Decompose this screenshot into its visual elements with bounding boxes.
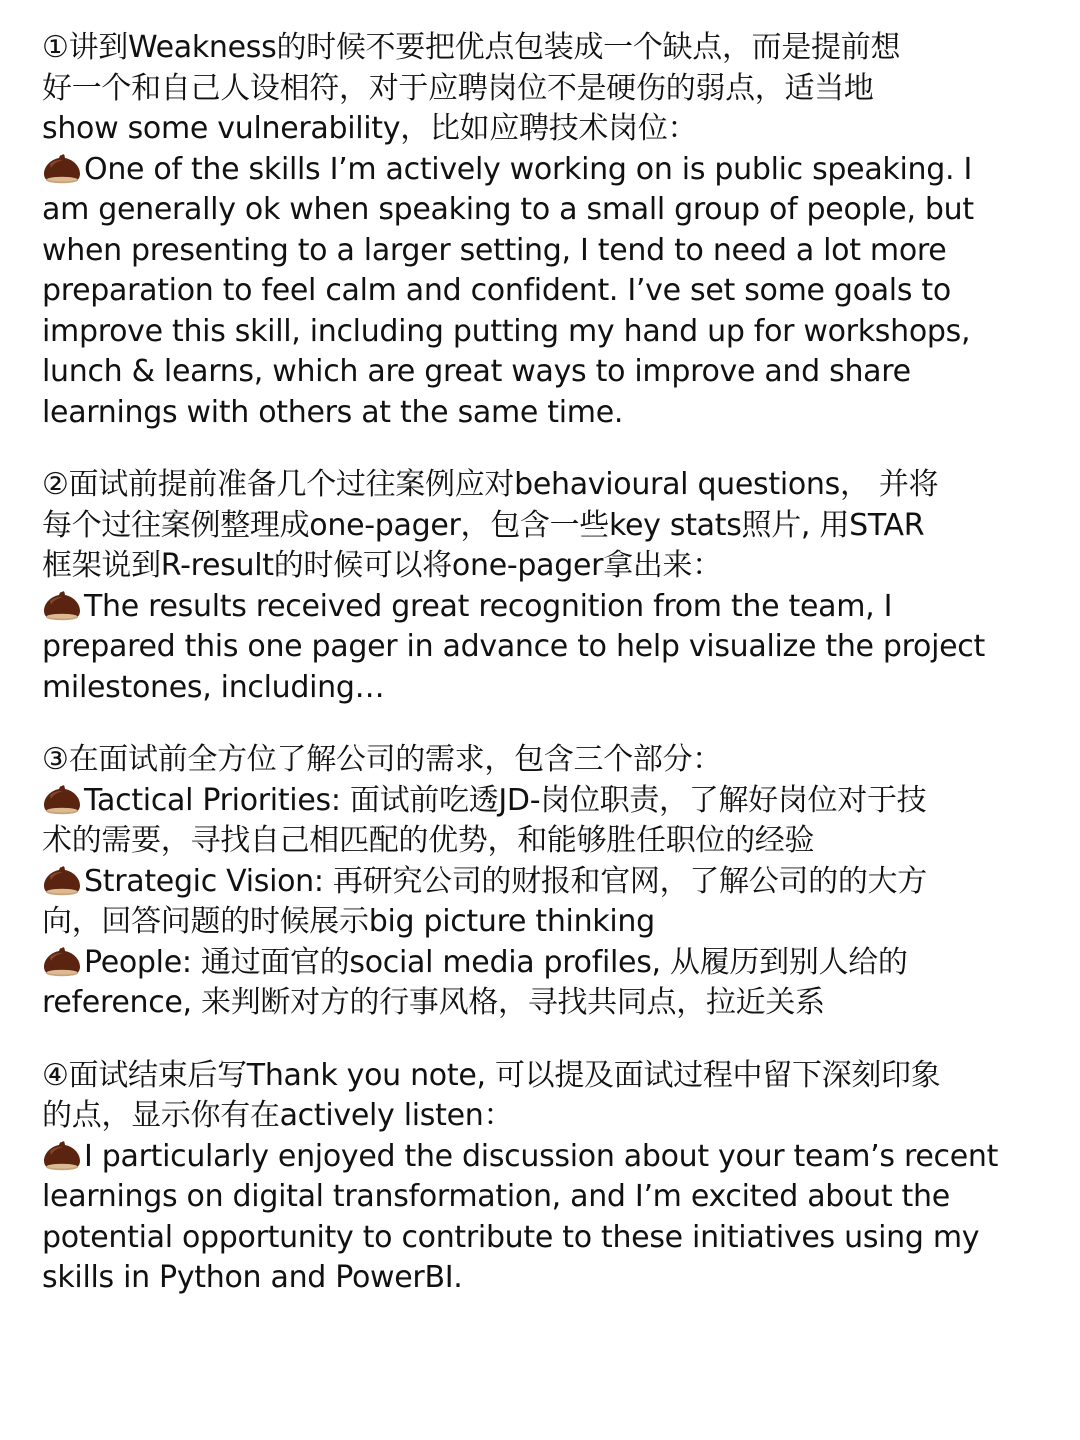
example-text-line: prepared this one pager in advance to help visualize the project: [42, 629, 985, 664]
example-item: [42, 781, 1042, 862]
section-heading-line: ③在面试前全方位了解公司的需求，包含三个部分：: [42, 742, 722, 777]
chestnut-icon: [42, 784, 82, 816]
example-text-line: when presenting to a larger setting, I tend to need a lot more: [42, 232, 947, 268]
section-heading-line: 的点，显示你有在actively listen：: [42, 1098, 514, 1133]
tip-section-3: [42, 740, 1042, 1024]
section-heading-line: 好一个和自己人设相符，对于应聘岗位不是硬伤的弱点，适当地: [42, 70, 874, 106]
example-item: [42, 150, 1042, 434]
example-text-line: skills in Python and PowerBI.: [42, 1260, 463, 1295]
chestnut-icon: [42, 1140, 82, 1172]
example-text-line: reference, 来判断对方的行事风格，寻找共同点，拉近关系: [42, 985, 825, 1020]
example-text-line: potential opportunity to contribute to these initiatives using my: [42, 1219, 980, 1255]
example-item: [42, 862, 1042, 943]
example-text-line: am generally ok when speaking to a small group of people, but: [42, 192, 974, 227]
example-item: [42, 943, 1042, 1024]
section-heading-line: ④面试结束后写Thank you note, 可以提及面试过程中留下深刻印象: [42, 1057, 941, 1093]
section-heading-line: ②面试前提前准备几个过往案例应对behavioural questions， 并将: [42, 467, 939, 502]
tip-section-2: [42, 465, 1042, 708]
note-document: [42, 28, 1042, 1299]
example-text-line: 术的需要，寻找自己相匹配的优势，和能够胜任职位的经验: [42, 823, 815, 858]
example-text-line: lunch & learns, which are great ways to improve and share: [42, 354, 911, 389]
example-text-line: Tactical Priorities: 面试前吃透JD-岗位职责，了解好岗位对于技: [84, 782, 927, 818]
section-heading-line: 框架说到R-result的时候可以将one-pager拿出来：: [42, 548, 722, 583]
example-text-line: I particularly enjoyed the discussion about your team’s recent: [84, 1138, 999, 1174]
example-text-line: Strategic Vision: 再研究公司的财报和官网，了解公司的的大方: [84, 863, 927, 899]
example-text-line: The results received great recognition from the team, I: [84, 588, 893, 624]
example-text-line: milestones, including…: [42, 669, 385, 705]
section-heading-line: ①讲到Weakness的时候不要把优点包装成一个缺点，而是提前想: [42, 30, 901, 65]
tip-section-4: [42, 1056, 1042, 1299]
example-text-line: One of the skills I’m actively working on is public speaking. I: [84, 151, 973, 187]
example-item: [42, 1137, 1042, 1299]
example-text-line: learnings on digital transformation, and I’m excited about the: [42, 1179, 950, 1214]
tip-section-1: [42, 28, 1042, 433]
chestnut-icon: [42, 865, 82, 897]
chestnut-icon: [42, 946, 82, 978]
example-text-line: preparation to feel calm and confident. I’ve set some goals to: [42, 273, 951, 308]
example-item: [42, 587, 1042, 709]
example-text-line: improve this skill, including putting my hand up for workshops,: [42, 313, 971, 349]
example-text-line: 向，回答问题的时候展示big picture thinking: [42, 904, 655, 939]
section-heading-line: 每个过往案例整理成one-pager，包含一些key stats照片, 用STAR: [42, 507, 925, 543]
chestnut-icon: [42, 153, 82, 185]
example-text-line: People: 通过面官的social media profiles, 从履历到别人给的: [84, 944, 908, 980]
example-text-line: learnings with others at the same time.: [42, 394, 624, 430]
section-heading-line: show some vulnerability，比如应聘技术岗位：: [42, 111, 698, 146]
chestnut-icon: [42, 590, 82, 622]
